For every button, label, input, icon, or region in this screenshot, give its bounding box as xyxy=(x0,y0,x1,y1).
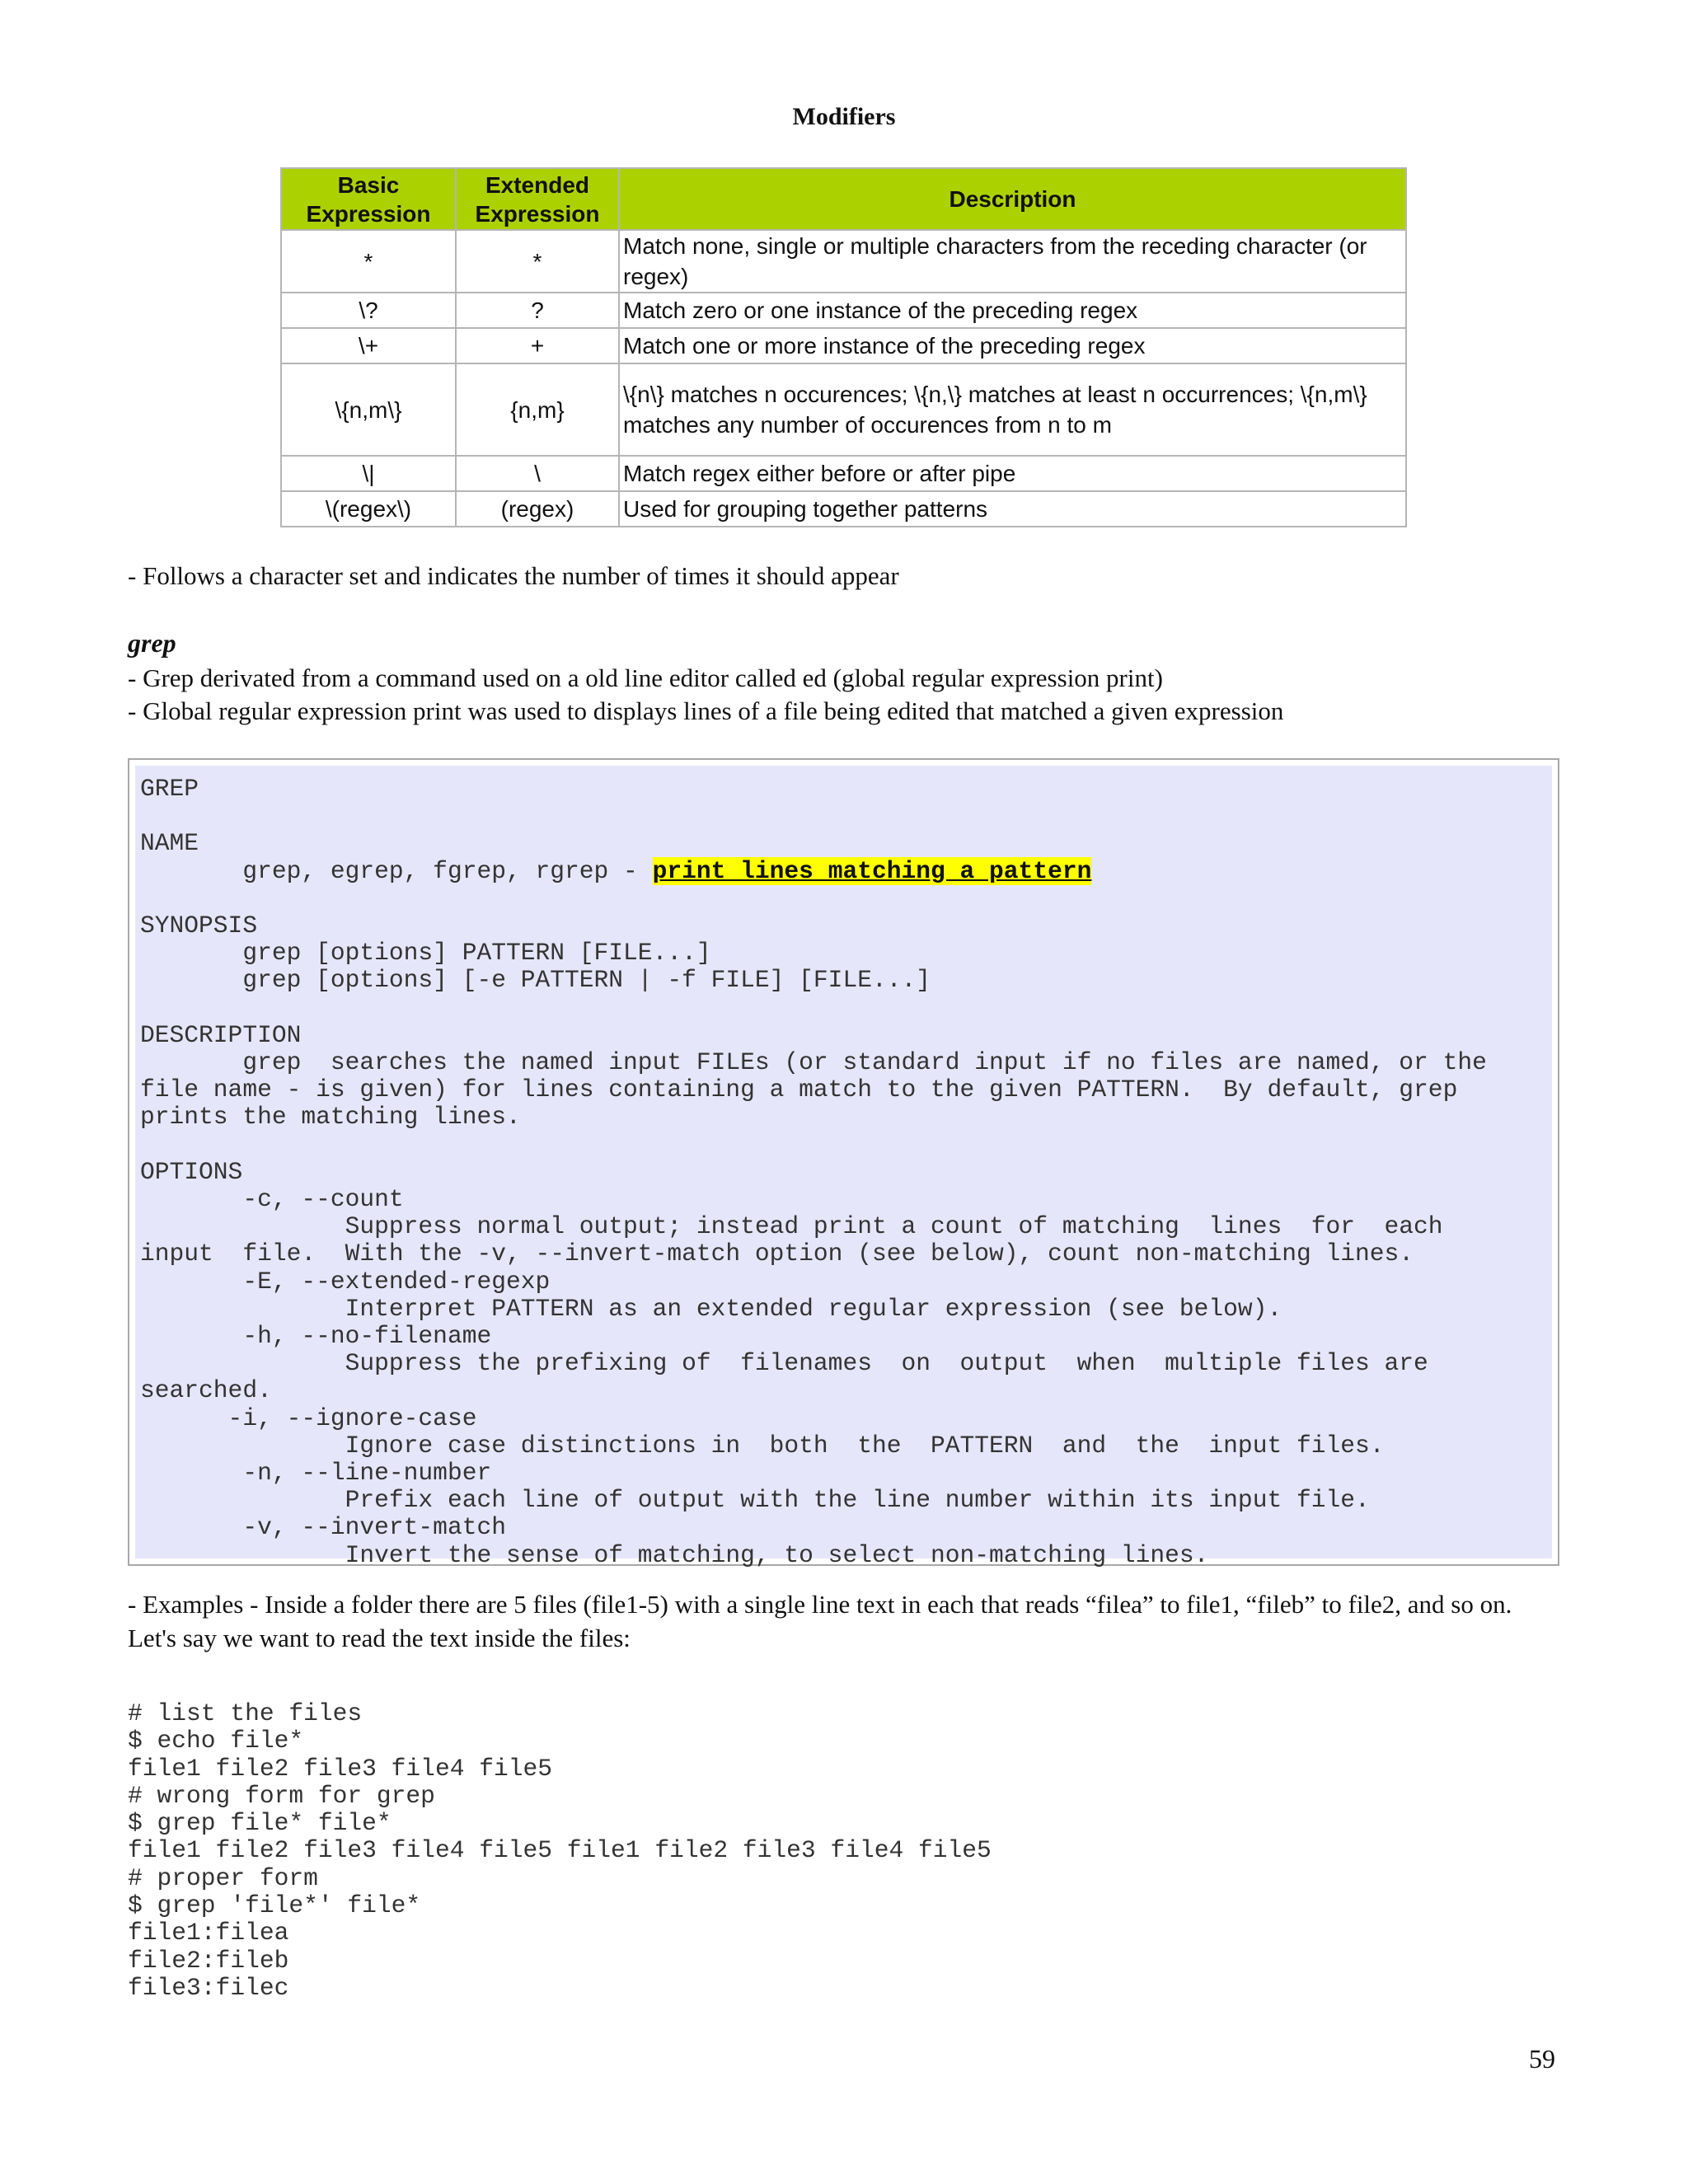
grep-subheading: grep xyxy=(128,628,176,658)
cell-extended: {n,m} xyxy=(456,363,619,456)
table-row xyxy=(281,328,1406,363)
section-heading: Modifiers xyxy=(792,103,896,130)
cell-basic: * xyxy=(281,230,456,293)
man-text-before: GREP NAME grep, egrep, fgrep, rgrep - xyxy=(140,775,638,885)
cell-description: Match zero or one instance of the preceding regex xyxy=(619,293,1406,328)
man-page-text xyxy=(140,776,1487,1569)
cell-extended: * xyxy=(456,230,619,293)
cell-basic: \{n,m\} xyxy=(281,363,456,456)
table-row xyxy=(281,491,1406,527)
modifiers-table xyxy=(280,167,1407,527)
table-row xyxy=(281,293,1406,328)
cell-basic: \| xyxy=(281,456,456,491)
grep-line-2: - Global regular expression print was used to displays lines of a file being edited that matched a given expression xyxy=(128,696,1284,725)
cell-description: Match regex either before or after pipe xyxy=(619,456,1406,491)
table-row xyxy=(281,230,1406,293)
header-extended-expression: Extended Expression xyxy=(456,168,619,230)
cell-extended: ? xyxy=(456,293,619,328)
man-text-after: SYNOPSIS grep [options] PATTERN [FILE...] grep [options] [-e PATTERN | -f FILE] [FILE...] DESCRIPTION grep searches the named input FILEs (or standard input if no files are named, or the file name - is given) for lines containing a match to the given PATTERN. By default, grep prints the matching lines. OPTIONS -c, --count Suppress normal output; instead print a count of matching lines for each input file. With the -v, --invert-match option (see below), count non-matching lines. -E, --extended-regexp Interpret PATTERN as an extended regular expression (see below). -h, --no-filename Suppress the prefixing of filenames on output when multiple files are searched. -i, --ignore-case Ignore case distinctions in both the PATTERN and the input files. -n, --line-number Prefix each line of output with the line number within its input file. -v, --invert-match Invert the sense of matching, to select non-matching lines. xyxy=(140,912,1487,1569)
man-page-background xyxy=(135,766,1552,1569)
man-page-box xyxy=(128,758,1559,1569)
cell-description: Match none, single or multiple characters from the receding character (or regex) xyxy=(619,230,1406,293)
header-basic-expression: Basic Expression xyxy=(281,168,456,230)
cell-description: Match one or more instance of the preceding regex xyxy=(619,328,1406,363)
example-code-block: # list the files $ echo file* file1 file2 file3 file4 file5 # wrong form for grep $ grep file* file* file1 file2 file3 file4 file5 file1 file2 file3 file4 file5 # proper form $ grep 'file*' file* file1:filea file2:fileb file3:filec xyxy=(128,1699,992,2002)
table-header-row xyxy=(281,168,1406,230)
cell-basic: \(regex\) xyxy=(281,491,456,527)
examples-paragraph: - Examples - Inside a folder there are 5 files (file1-5) with a single line text in each that reads “filea” to file1, “fileb” to file2, and so on. Let's say we want to read the text inside the files: xyxy=(128,1590,1519,1652)
follows-note: - Follows a character set and indicates the number of times it should appear xyxy=(128,561,899,590)
table-row xyxy=(281,363,1406,456)
header-description: Description xyxy=(619,168,1406,230)
cell-basic: \+ xyxy=(281,328,456,363)
table-row xyxy=(281,456,1406,491)
cell-extended: \ xyxy=(456,456,619,491)
cell-extended: + xyxy=(456,328,619,363)
cell-extended: (regex) xyxy=(456,491,619,527)
cell-description: Used for grouping together patterns xyxy=(619,491,1406,527)
page-number: 59 xyxy=(1529,2044,1555,2074)
grep-line-1: - Grep derivated from a command used on a old line editor called ed (global regular expression print) xyxy=(128,663,1163,692)
cell-description: \{n\} matches n occurences; \{n,\} matches at least n occurrences; \{n,m\} matches any number of occurences from n to m xyxy=(619,363,1406,456)
cell-basic: \? xyxy=(281,293,456,328)
highlighted-phrase: print lines matching a pattern xyxy=(652,856,1092,885)
